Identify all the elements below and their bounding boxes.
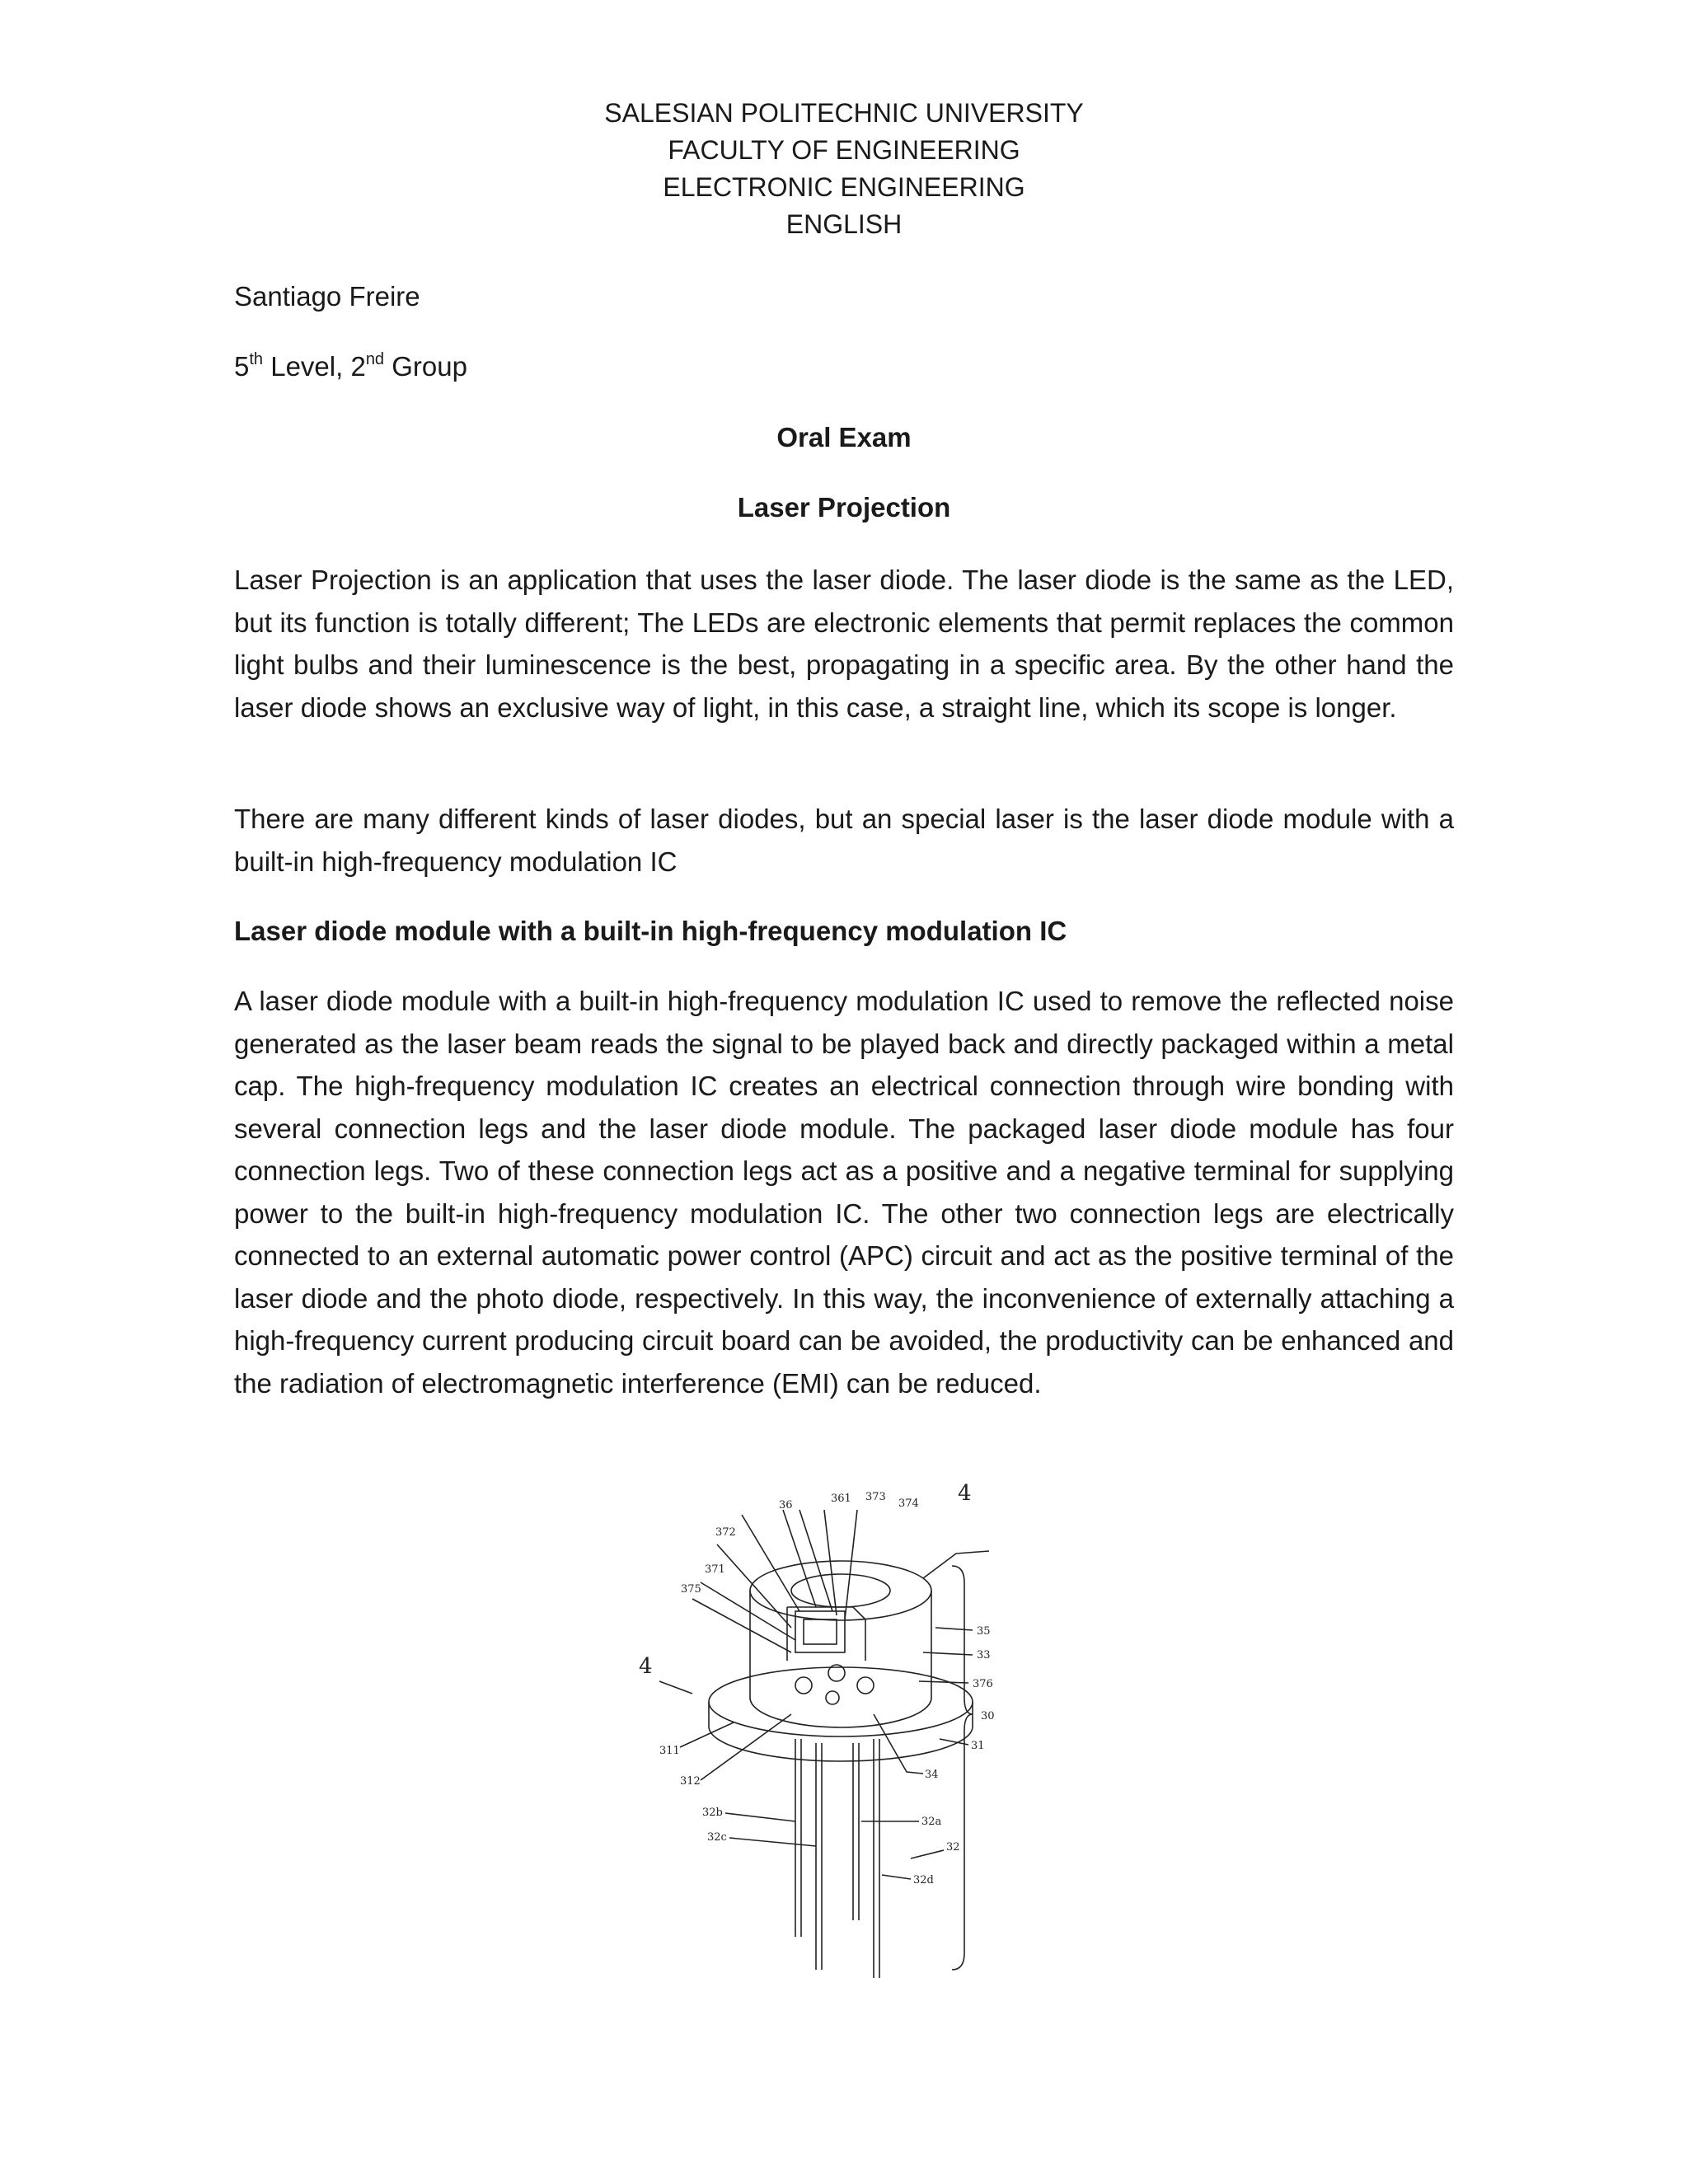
paragraph-intro: Laser Projection is an application that uses the laser diode. The laser diode is the same as the LED, but its function is totally different; The LEDs are electronic elements that permit replaces the common light bulbs and their luminescence is the best, propagating in a specific area. By the other hand the laser diode shows an exclusive way of light, in this case, a straight line, which its scope is longer. xyxy=(234,565,1454,723)
flange-side xyxy=(709,1702,973,1761)
department-name: ELECTRONIC ENGINEERING xyxy=(663,172,1025,202)
leader-line xyxy=(935,1628,973,1630)
leader-line xyxy=(729,1838,816,1846)
course-name: ENGLISH xyxy=(785,209,903,239)
label-373: 373 xyxy=(865,1491,886,1503)
label-4-top: 4 xyxy=(958,1481,972,1506)
leader-line xyxy=(725,1813,795,1821)
label-32: 32 xyxy=(946,1841,960,1854)
level-number: 5 xyxy=(234,351,250,382)
label-34: 34 xyxy=(925,1769,939,1781)
label-32b: 32b xyxy=(702,1807,723,1819)
leader-line xyxy=(882,1875,911,1879)
label-4-left: 4 xyxy=(639,1654,653,1679)
label-361: 361 xyxy=(831,1493,851,1505)
leg-32a xyxy=(853,1743,859,1920)
level-suffix: th xyxy=(249,350,264,368)
label-372: 372 xyxy=(715,1526,736,1539)
bracket-30 xyxy=(952,1566,973,1970)
label-32c: 32c xyxy=(707,1831,727,1844)
label-30: 30 xyxy=(981,1710,995,1722)
section-heading: Laser diode module with a built-in high-frequency modulation IC xyxy=(234,916,1067,946)
university-name: SALESIAN POLITECHNIC UNIVERSITY xyxy=(604,98,1084,128)
leader-line xyxy=(799,1510,832,1611)
leader-line xyxy=(919,1681,968,1683)
label-32a: 32a xyxy=(921,1816,942,1828)
faculty-name: FACULTY OF ENGINEERING xyxy=(668,135,1020,165)
leader-line xyxy=(874,1714,923,1774)
ic-chip xyxy=(804,1619,837,1644)
leader-line xyxy=(659,1681,692,1694)
cap-bottom xyxy=(750,1698,931,1727)
topic-title: Laser Projection xyxy=(737,492,951,523)
exam-title: Oral Exam xyxy=(776,422,912,452)
pin-hole xyxy=(826,1691,839,1704)
flange-top xyxy=(709,1667,973,1736)
leg-32c xyxy=(816,1743,822,1970)
leader-line xyxy=(824,1510,837,1615)
leader-line xyxy=(911,1850,944,1858)
author-name: Santiago Freire xyxy=(234,281,420,312)
label-376: 376 xyxy=(973,1678,993,1690)
paragraph-module: A laser diode module with a built-in high-frequency modulation IC used to remove the reflected noise generated as the laser beam reads the signal to be played back and directly packaged within a metal cap. The high-frequency modulation IC creates an electrical connection through wire bonding with several connection legs and the laser diode module. The packaged laser diode module has four connection legs. Two of these connection legs act as a positive and a negative terminal for supplying power to the built-in high-frequency modulation IC. The other two connection legs are electrically connected to an external automatic power control (APC) circuit and act as the positive terminal of the laser diode and the photo diode, respectively. In this way, the inconvenience of externally attaching a high-frequency current producing circuit board can be avoided, the productivity can be enhanced and the radiation of electromagnetic interference (EMI) can be reduced. xyxy=(234,986,1454,1399)
label-374: 374 xyxy=(898,1497,919,1510)
level-label: Level, xyxy=(263,351,351,382)
leg-32d xyxy=(874,1739,879,1978)
leader-line xyxy=(701,1714,791,1780)
leader-line xyxy=(845,1510,857,1619)
leg-32b xyxy=(795,1739,801,1937)
group-label: Group xyxy=(384,351,467,382)
pin-hole xyxy=(795,1677,812,1694)
label-31: 31 xyxy=(971,1740,985,1752)
label-375: 375 xyxy=(681,1583,701,1596)
label-33: 33 xyxy=(977,1649,991,1661)
leader-line xyxy=(923,1652,973,1655)
group-number: 2 xyxy=(350,351,366,382)
label-371: 371 xyxy=(705,1563,725,1576)
label-311: 311 xyxy=(659,1745,680,1757)
paragraph-kinds: There are many different kinds of laser diodes, but an special laser is the laser diode module with a built-in high-frequency modulation IC xyxy=(234,804,1454,877)
level-group xyxy=(234,348,467,385)
label-32d: 32d xyxy=(913,1874,934,1886)
group-suffix: nd xyxy=(365,350,385,368)
label-36: 36 xyxy=(779,1499,793,1511)
pin-hole xyxy=(857,1677,874,1694)
laser-diode-module-diagram xyxy=(626,1475,1055,1986)
label-312: 312 xyxy=(680,1775,701,1788)
diagram-svg xyxy=(626,1475,1055,1986)
institution-header xyxy=(0,95,1688,243)
label-35: 35 xyxy=(977,1625,991,1638)
leader-line xyxy=(923,1551,989,1578)
